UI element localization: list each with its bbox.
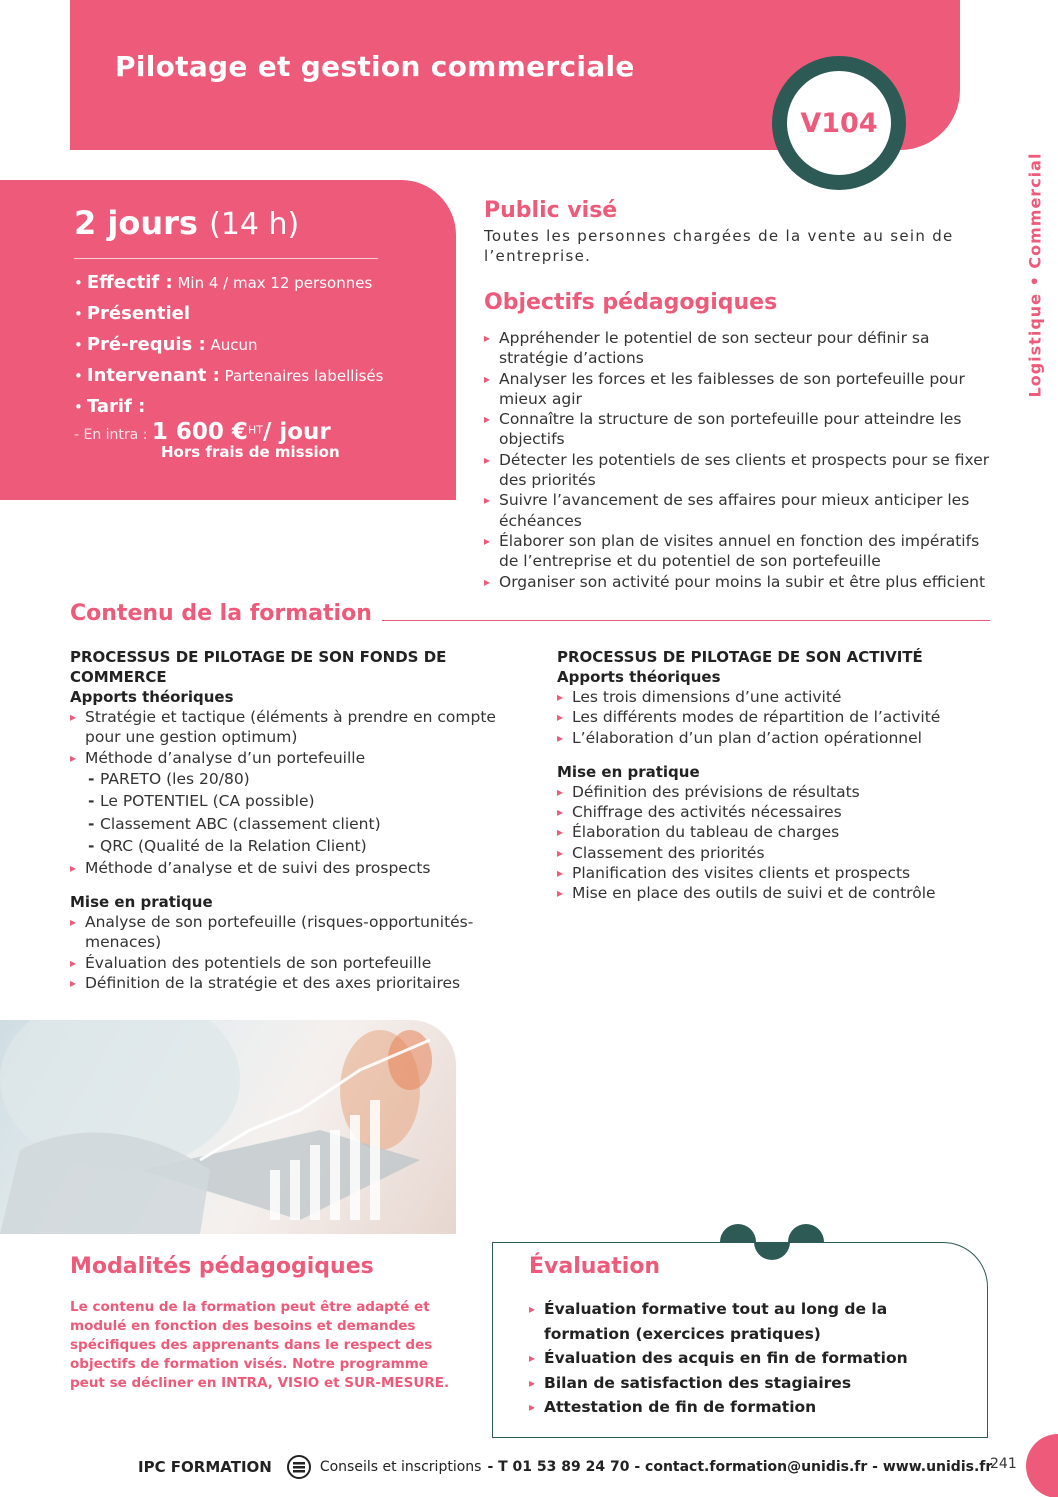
effectif: • Effectif : Min 4 / max 12 personnes [74, 272, 373, 293]
list-item: ▸ Élaboration du tableau de charges [557, 822, 987, 842]
evaluation-title: Évaluation [529, 1254, 661, 1279]
sub-item: - Le POTENTIEL (CA possible) [70, 790, 510, 813]
list-item: ▸ Chiffrage des activités nécessaires [557, 802, 987, 822]
duration: 2 jours (14 h) [74, 204, 300, 242]
modalites-text: Le contenu de la formation peut être adapté et modulé en fonction des besoins et demandes spécifiques des apprenants dans le respect des objectifs de formation visés. Notre programme peut se décliner en INTRA, VISIO et SUR-MESURE. [70, 1299, 450, 1391]
public-title: Public visé [484, 198, 618, 223]
practice-title: Mise en pratique [557, 762, 700, 781]
list-item: ▸ Évaluation des acquis en fin de formation [529, 1346, 969, 1371]
tarif-price: - En intra : 1 600 €$^{HT}$/ jour [74, 419, 331, 445]
contenu-right-column [557, 647, 987, 904]
list-item: ▸ L’élaboration d’un plan d’action opérationnel [557, 728, 987, 748]
prerequis: • Pré-requis : Aucun [74, 334, 258, 355]
page-title: Pilotage et gestion commerciale [115, 50, 635, 83]
list-item: ▸ Classement des priorités [557, 843, 987, 863]
public-text: Toutes les personnes chargées de la vente au sein de l’entreprise. [484, 227, 954, 265]
section-heading: PROCESSUS DE PILOTAGE DE SON ACTIVITÉ [557, 648, 923, 666]
list-item: ▸ Méthode d’analyse et de suivi des prospects [70, 858, 510, 878]
list-item: ▸ Suivre l’avancement de ses affaires pour mieux anticiper les échéances [484, 490, 994, 531]
list-item: ▸ Mise en place des outils de suivi et de contrôle [557, 883, 987, 903]
footer-contact: - T 01 53 89 24 70 - contact.formation@unidis.fr - www.unidis.fr [487, 1459, 993, 1475]
list-item: ▸ Évaluation formative tout au long de la formation (exercices pratiques) [529, 1297, 969, 1346]
intervenant: • Intervenant : Partenaires labellisés [74, 365, 384, 386]
footer-brand: IPC FORMATION [138, 1458, 272, 1476]
tarif-note: Hors frais de mission [161, 443, 340, 461]
list-item: ▸ Les trois dimensions d’une activité [557, 687, 987, 707]
list-item: ▸ Définition des prévisions de résultats [557, 782, 987, 802]
sub-item: - QRC (Qualité de la Relation Client) [70, 835, 510, 858]
course-info-box [0, 180, 456, 500]
divider [382, 620, 990, 621]
presentiel: • Présentiel [74, 303, 191, 324]
course-code-badge: V104 [772, 56, 906, 190]
list-item: ▸ Appréhender le potentiel de son secteur pour définir sa stratégie d’actions [484, 328, 994, 369]
sub-item: - Classement ABC (classement client) [70, 813, 510, 836]
objectifs-section [484, 290, 994, 592]
footer-label: Conseils et inscriptions [319, 1459, 482, 1475]
contenu-title: Contenu de la formation [70, 601, 372, 626]
page-number: 241 [990, 1456, 1017, 1472]
divider [74, 258, 378, 259]
contenu-left-column [70, 647, 510, 993]
theory-title: Apports théoriques [557, 668, 721, 686]
photo-illustration [0, 1020, 456, 1234]
list-item: ▸ Détecter les potentiels de ses clients et prospects pour se fixer des priorités [484, 450, 994, 491]
evaluation-section [529, 1254, 969, 1420]
list-item: ▸ Élaborer son plan de visites annuel en fonction des impératifs de l’entreprise et du potentiel de son portefeuille [484, 531, 994, 572]
list-item: ▸ Définition de la stratégie et des axes prioritaires [70, 973, 510, 993]
list-item: ▸ Évaluation des potentiels de son portefeuille [70, 953, 510, 973]
sub-item: - PARETO (les 20/80) [70, 768, 510, 791]
contenu-section [70, 601, 990, 993]
footer [138, 1454, 992, 1480]
list-item: ▸ Organiser son activité pour moins la subir et être plus efficient [484, 572, 994, 592]
list-item: ▸ Analyser les forces et les faiblesses de son portefeuille pour mieux agir [484, 369, 994, 410]
section-heading: PROCESSUS DE PILOTAGE DE SON FONDS DE COMMERCE [70, 648, 447, 686]
tarif: • Tarif : [74, 396, 146, 417]
modalites-section [70, 1254, 460, 1393]
list-item: ▸ Connaître la structure de son portefeuille pour atteindre les objectifs [484, 409, 994, 450]
illustration-photo [0, 1020, 456, 1234]
contact-icon [284, 1454, 314, 1480]
list-item: ▸ Les différents modes de répartition de l’activité [557, 707, 987, 727]
list-item: ▸ Planification des visites clients et prospects [557, 863, 987, 883]
objectifs-title: Objectifs pédagogiques [484, 290, 778, 315]
list-item: ▸ Méthode d’analyse d’un portefeuille [70, 748, 510, 768]
modalites-title: Modalités pédagogiques [70, 1254, 374, 1279]
practice-title: Mise en pratique [70, 893, 213, 912]
list-item: ▸ Stratégie et tactique (éléments à prendre en compte pour une gestion optimum) [70, 707, 510, 748]
list-item: ▸ Bilan de satisfaction des stagiaires [529, 1371, 969, 1396]
list-item: ▸ Attestation de fin de formation [529, 1395, 969, 1420]
page-corner-decoration [1026, 1434, 1058, 1497]
theory-title: Apports théoriques [70, 688, 234, 706]
category-label: Logistique • Commercial [1025, 152, 1045, 398]
public-section [484, 198, 989, 266]
list-item: ▸ Analyse de son portefeuille (risques-opportunités-menaces) [70, 912, 510, 953]
